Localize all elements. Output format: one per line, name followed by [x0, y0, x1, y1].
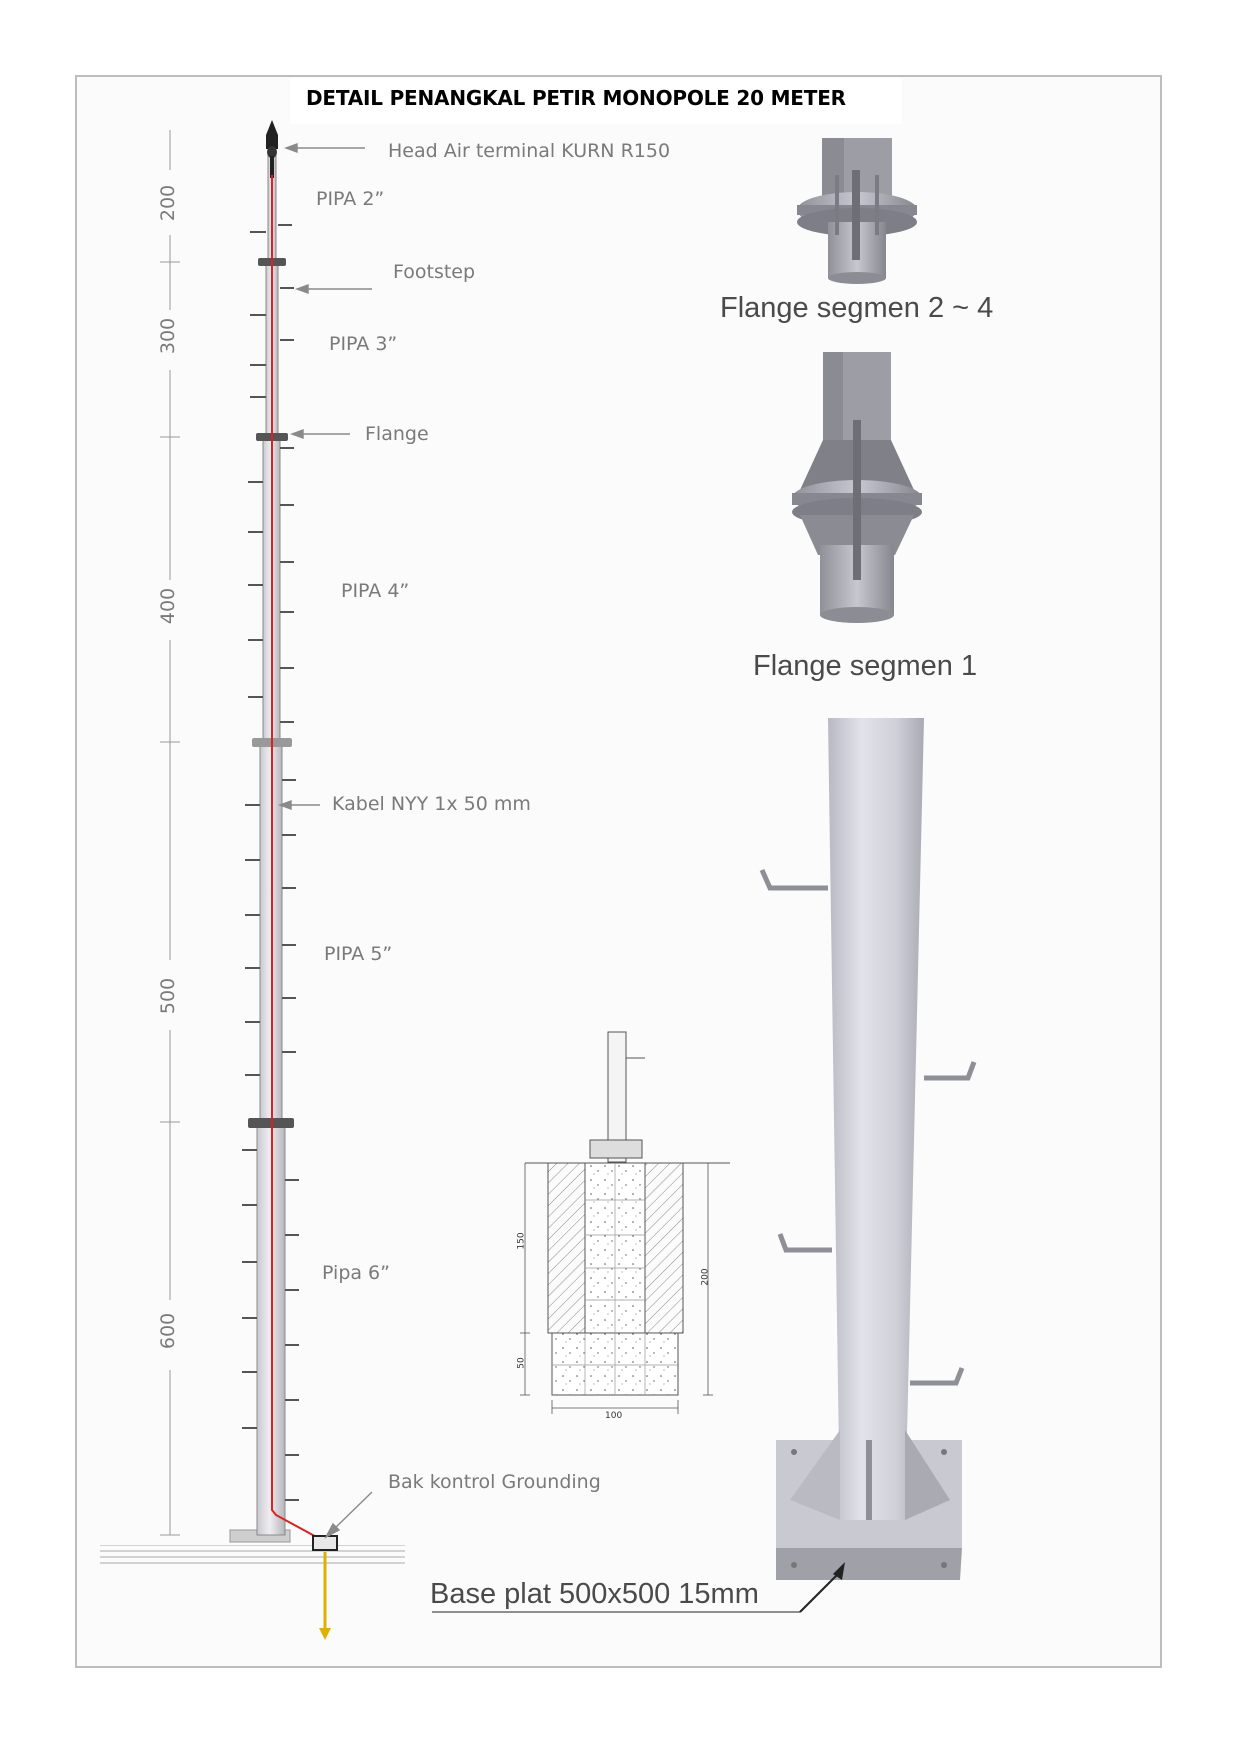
dimension-600: 600 — [157, 1312, 180, 1350]
base-plate-caption: Base plat 500x500 15mm — [430, 1578, 759, 1610]
dimension-500: 500 — [157, 977, 180, 1015]
kabel-nyy-label: Kabel NYY 1x 50 mm — [332, 793, 531, 815]
dimension-300: 300 — [157, 317, 180, 355]
footstep-label: Footstep — [393, 261, 476, 283]
flange-segmen-2-4-caption: Flange segmen 2 ~ 4 — [720, 292, 994, 324]
flange-segment-2-4-image — [797, 138, 917, 284]
pipa-5-label: PIPA 5” — [324, 943, 393, 965]
flange-segmen-1-caption: Flange segmen 1 — [753, 650, 978, 682]
pipa-3-label: PIPA 3” — [329, 333, 398, 355]
flange-label: Flange — [365, 423, 429, 445]
foundation-dim-50: 50 — [516, 1357, 527, 1369]
flange-segment-1-image — [792, 352, 922, 623]
page-title: DETAIL PENANGKAL PETIR MONOPOLE 20 METER — [306, 86, 846, 110]
pipa-2-label: PIPA 2” — [316, 188, 385, 210]
dimension-200: 200 — [157, 184, 180, 222]
foundation-dim-150: 150 — [516, 1232, 527, 1250]
head-air-terminal-label: Head Air terminal KURN R150 — [388, 140, 671, 162]
bak-kontrol-label: Bak kontrol Grounding — [388, 1471, 601, 1493]
pipa-6-label: Pipa 6” — [322, 1262, 390, 1284]
dimension-400: 400 — [157, 587, 180, 625]
foundation-dim-200: 200 — [700, 1268, 711, 1286]
pole-base-plate-image — [762, 718, 974, 1580]
foundation-section — [520, 1032, 730, 1414]
foundation-dim-100: 100 — [605, 1411, 623, 1421]
ground-surface — [100, 1545, 405, 1565]
pipa-4-label: PIPA 4” — [341, 580, 410, 602]
